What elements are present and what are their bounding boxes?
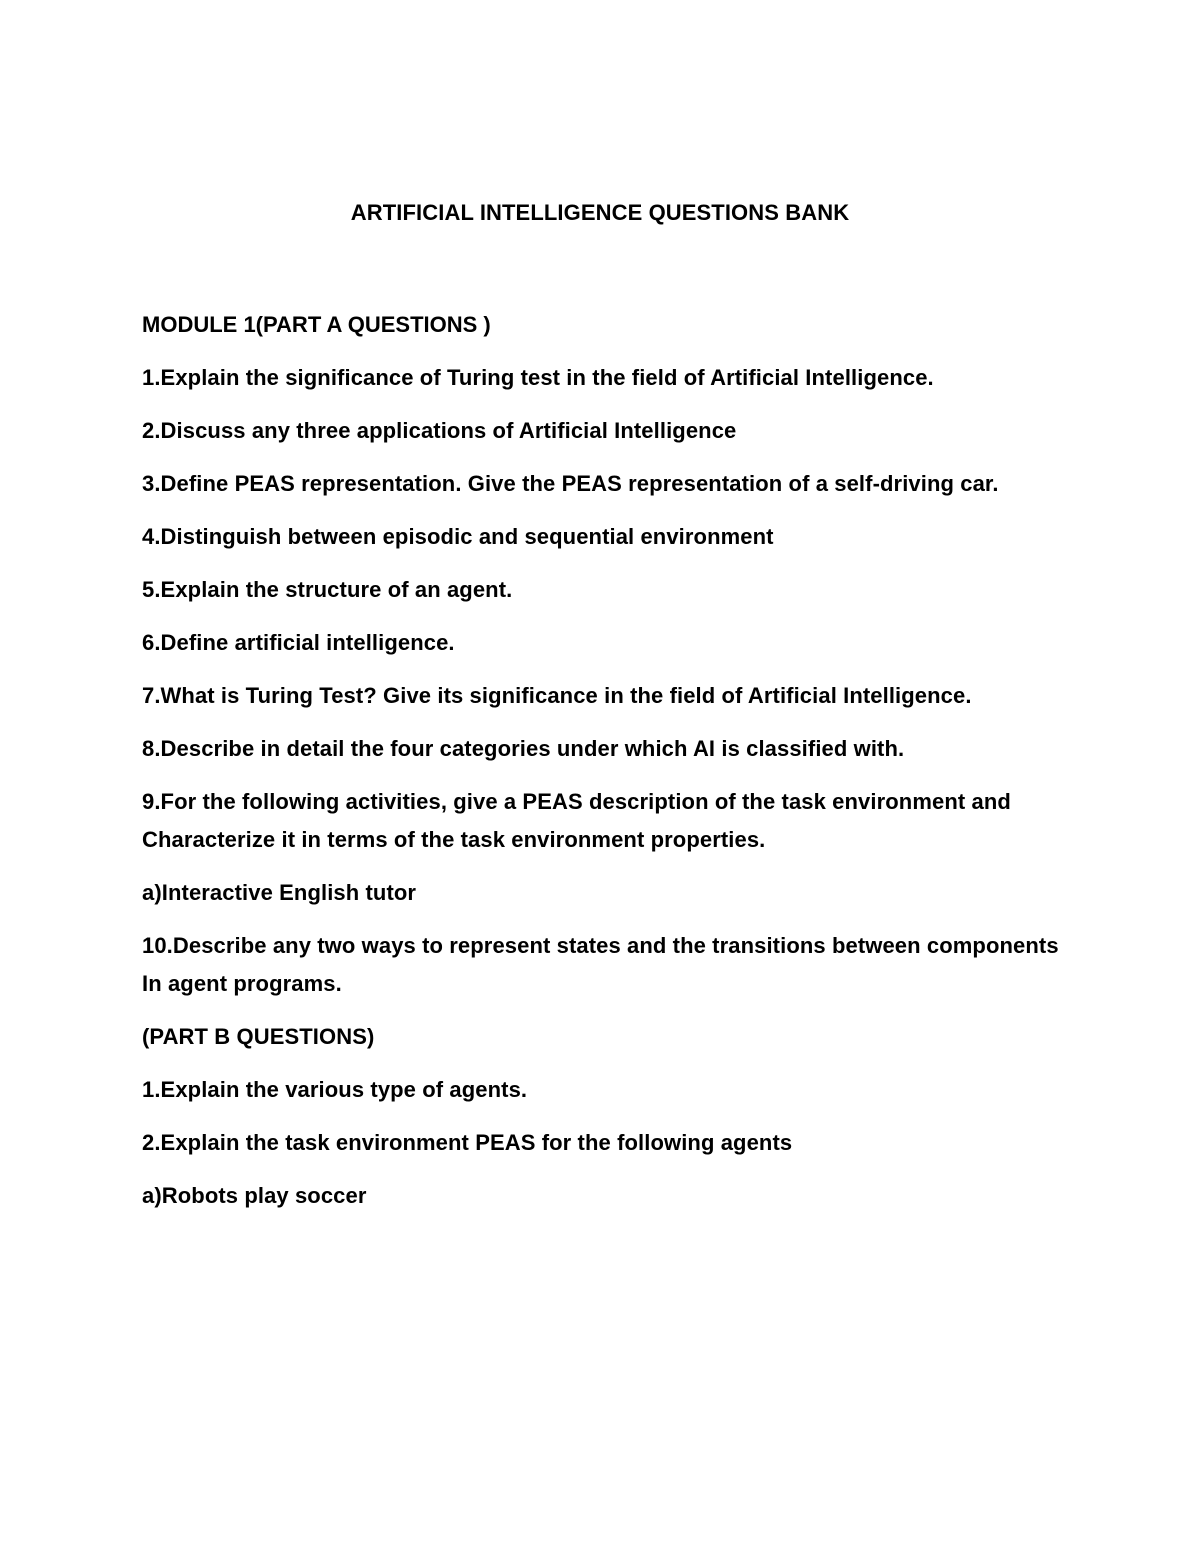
part-a-question-4: 4.Distinguish between episodic and sequential environment: [142, 524, 774, 549]
document-title: ARTIFICIAL INTELLIGENCE QUESTIONS BANK: [350, 200, 850, 225]
part-a-question-10: 10.Describe any two ways to represent states and the transitions between components In agent programs.: [142, 933, 1059, 996]
part-b-question-1: 1.Explain the various type of agents.: [142, 1077, 528, 1102]
module-1-heading: MODULE 1(PART A QUESTIONS ): [142, 312, 491, 337]
part-b-question-2a: a)Robots play soccer: [142, 1183, 367, 1208]
part-a-question-1: 1.Explain the significance of Turing test in the field of Artificial Intelligence.: [142, 365, 934, 390]
part-a-question-9a: a)Interactive English tutor: [142, 880, 417, 905]
part-a-question-2: 2.Discuss any three applications of Artificial Intelligence: [142, 418, 737, 443]
part-a-question-9: 9.For the following activities, give a PEAS description of the task environment and Characterize it in terms of the task environment properties.: [142, 789, 1011, 852]
part-a-question-7: 7.What is Turing Test? Give its significance in the field of Artificial Intelligence.: [142, 683, 972, 708]
part-a-question-5: 5.Explain the structure of an agent.: [142, 577, 513, 602]
part-a-question-8: 8.Describe in detail the four categories under which AI is classified with.: [142, 736, 905, 761]
part-b-heading: (PART B QUESTIONS): [142, 1024, 375, 1049]
part-b-question-2: 2.Explain the task environment PEAS for the following agents: [142, 1130, 793, 1155]
part-a-question-3: 3.Define PEAS representation. Give the PEAS representation of a self-driving car.: [142, 471, 999, 496]
document-body: [142, 308, 1072, 1230]
part-a-question-6: 6.Define artificial intelligence.: [142, 630, 455, 655]
